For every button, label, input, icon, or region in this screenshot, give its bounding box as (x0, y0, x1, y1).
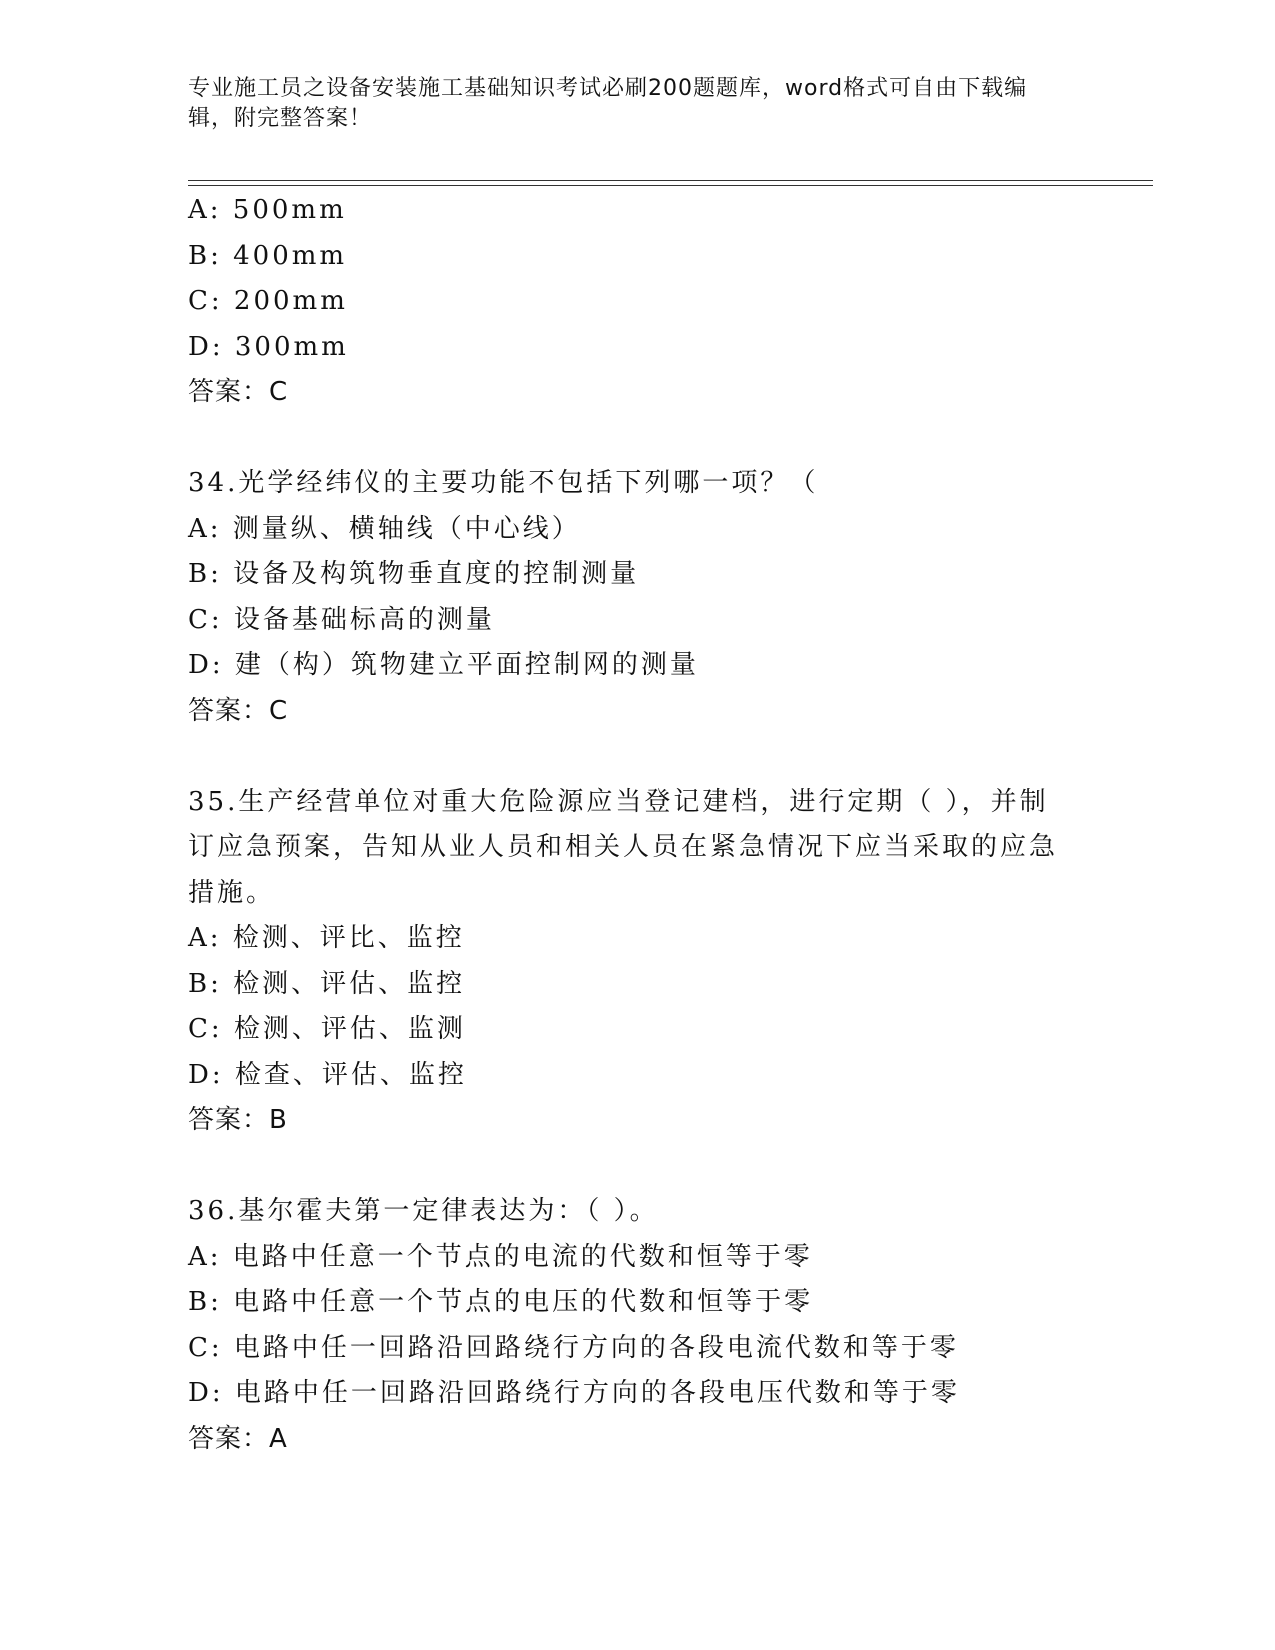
question-stem: 35.生产经营单位对重大危险源应当登记建档，进行定期（ ），并制订应急预案，告知从业人员和相关人员在紧急情况下应当采取的应急措施。 (188, 786, 1059, 908)
answer-line: 答案：B (188, 1105, 288, 1135)
option-b: B: 电路中任意一个节点的电压的代数和恒等于零 (188, 1287, 814, 1317)
option-a: A: 测量纵、横轴线（中心线） (188, 513, 581, 544)
option-b: B: 检测、评估、监控 (188, 968, 466, 999)
option-d: D: 300mm (188, 331, 349, 362)
option-c: C: 设备基础标高的测量 (188, 604, 495, 635)
option-b: B: 400mm (188, 240, 348, 271)
question-list (188, 188, 1088, 1462)
question-36 (188, 1189, 1088, 1462)
option-a: A: 500mm (188, 195, 347, 225)
question-34 (188, 461, 1088, 734)
option-a: A: 电路中任意一个节点的电流的代数和恒等于零 (188, 1241, 813, 1272)
option-d: D: 检查、评估、监控 (188, 1059, 467, 1090)
option-c: C: 检测、评估、监测 (188, 1014, 466, 1044)
answer-line: 答案：A (188, 1423, 288, 1454)
question-stem: 34.光学经纬仪的主要功能不包括下列哪一项？（ (188, 468, 819, 498)
question-gap (188, 734, 1088, 780)
option-c: C: 电路中任一回路沿回路绕行方向的各段电流代数和等于零 (188, 1332, 959, 1363)
question-stem: 36.基尔霍夫第一定律表达为：（ ）。 (188, 1196, 659, 1226)
question-35 (188, 780, 1088, 1144)
option-a: A: 检测、评比、监控 (188, 923, 465, 953)
question-gap (188, 416, 1088, 462)
answer-line: 答案：C (188, 377, 289, 407)
option-c: C: 200mm (188, 286, 348, 316)
header-divider-bottom (188, 185, 1153, 186)
option-b: B: 设备及构筑物垂直度的控制测量 (188, 559, 640, 589)
option-d: D: 建（构）筑物建立平面控制网的测量 (188, 650, 699, 680)
header-divider-top (188, 180, 1153, 181)
question-gap (188, 1144, 1088, 1190)
partial-question (188, 188, 1088, 416)
answer-line: 答案：C (188, 695, 289, 726)
document-header: 专业施工员之设备安装施工基础知识考试必刷200题题库，word格式可自由下载编辑，附完整答案！ (188, 76, 1028, 131)
option-d: D: 电路中任一回路沿回路绕行方向的各段电压代数和等于零 (188, 1378, 960, 1408)
